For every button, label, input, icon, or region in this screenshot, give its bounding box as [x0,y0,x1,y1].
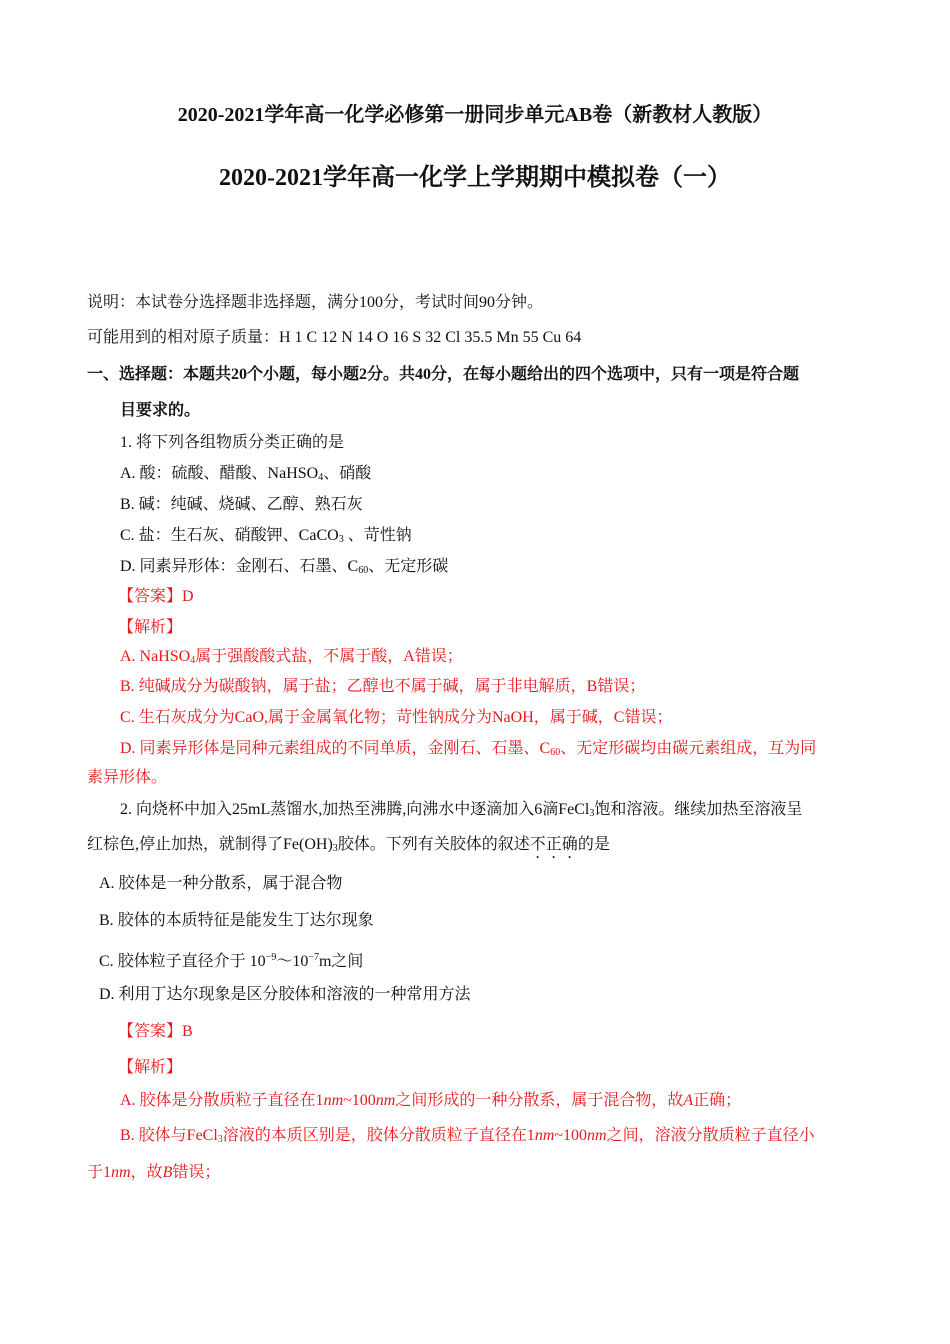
explanation-a [120,1090,741,1112]
text: 属于强酸酸式盐，不属于酸，A错误； [195,648,463,665]
text: A. 胶体是分散质粒子直径在1 [120,1092,324,1109]
text: D. 同素异形体：金刚石、石墨、C [120,558,359,575]
text: 饱和溶液。继续加热至溶液呈 [594,801,803,818]
analysis-label: 【解析】 [118,619,183,636]
section-heading: 一、选择题：本题共20个小题，每小题2分。共40分，在每小题给出的四个选项中，只有一项是符合题 [87,366,800,383]
question-stem-cont [87,834,610,862]
question-stem [120,799,802,825]
superscript: −7 [308,952,319,963]
text: A. 酸：硫酸、醋酸、NaHSO [120,465,319,482]
text: 错误； [172,1164,221,1181]
explanation-b [120,1125,815,1151]
option-c [99,947,363,973]
text: 之间，溶液分散质粒子直径小 [606,1127,815,1144]
answer: 【答案】D [118,588,194,605]
text: ～10 [276,953,309,970]
text: C. 胶体粒子直径介于 10 [99,953,266,970]
text: 胶体。下列有关胶体的叙述 [337,836,530,853]
subscript: 60 [550,747,561,758]
text: 的是 [577,836,610,853]
text: D. 同素异形体是同种元素组成的不同单质，金刚石、石墨、C [120,740,551,757]
superscript: −9 [265,952,277,963]
series-title: 2020-2021学年高一化学必修第一册同步单元AB卷（新教材人教版） [177,104,773,126]
text: 、苛性钠 [343,527,412,544]
unit: nm [587,1127,607,1144]
text: ，故 [130,1164,163,1181]
subscript: 3 [589,808,595,819]
text: A. NaHSO [120,648,191,665]
explanation-d-cont: 素异形体。 [87,769,168,786]
answer: 【答案】B [118,1023,193,1040]
text: 2. 向烧杯中加入25mL蒸馏水,加热至沸腾,向沸水中逐滴加入6滴FeCl [120,801,590,818]
question-stem: 1. 将下列各组物质分类正确的是 [120,434,345,451]
option-c [120,525,412,551]
option-b: B. 胶体的本质特征是能发生丁达尔现象 [99,912,374,929]
subscript: 4 [190,655,196,666]
subscript: 3 [338,534,344,545]
explanation-c: C. 生石灰成分为CaO,属于金属氧化物；苛性钠成分为NaOH，属于碱，C错误； [120,709,673,726]
analysis-label: 【解析】 [118,1059,183,1076]
explanation-d [120,738,816,764]
option-a [120,463,371,489]
text: 、无定形碳 [368,558,449,575]
subscript: 3 [217,1134,223,1145]
text: ~100 [554,1127,588,1144]
emphasized-text: 不正确 [529,836,578,853]
text: 于1 [87,1164,112,1181]
text: 、硝酸 [323,465,372,482]
text: ~100 [343,1092,376,1109]
text: B. 胶体与FeCl [120,1127,218,1144]
subscript: 3 [332,843,338,854]
unit: nm [323,1092,344,1109]
explanation-b: B. 纯碱成分为碳酸钠，属于盐；乙醇也不属于碱，属于非电解质，B错误； [120,678,646,695]
section-heading-cont: 目要求的。 [120,402,201,419]
text: 之间形成的一种分散系，属于混合物，故 [395,1092,684,1109]
text: 溶液的本质区别是，胶体分散质粒子直径在1 [222,1127,535,1144]
text: 、无定形碳均由碳元素组成，互为同 [560,740,817,757]
unit: nm [111,1164,131,1181]
subscript: 60 [358,565,369,576]
explanation-a [120,646,463,672]
option-d: D. 利用丁达尔现象是区分胶体和溶液的一种常用方法 [99,986,471,1003]
option-b: B. 碱：纯碱、烧碱、乙醇、熟石灰 [120,496,363,513]
unit: nm [375,1092,396,1109]
option-a: A. 胶体是一种分散系，属于混合物 [99,875,343,892]
option-d [120,556,448,582]
exam-title: 2020-2021学年高一化学上学期期中模拟卷（一） [219,165,731,191]
explanation-b-cont [87,1162,220,1184]
option-letter: A [683,1092,694,1109]
text: 正确； [693,1092,742,1109]
subscript: 4 [318,472,324,483]
option-letter: B [162,1164,173,1181]
exam-note: 说明：本试卷分选择题非选择题，满分100分，考试时间90分钟。 [87,294,544,311]
text: 红棕色,停止加热，就制得了Fe(OH) [87,836,333,853]
unit: nm [534,1127,555,1144]
text: C. 盐：生石灰、硝酸钾、CaCO [120,527,339,544]
atomic-masses: 可能用到的相对原子质量：H 1 C 12 N 14 O 16 S 32 Cl 35.5 Mn 55 Cu 64 [87,329,582,346]
text: m之间 [318,953,364,970]
